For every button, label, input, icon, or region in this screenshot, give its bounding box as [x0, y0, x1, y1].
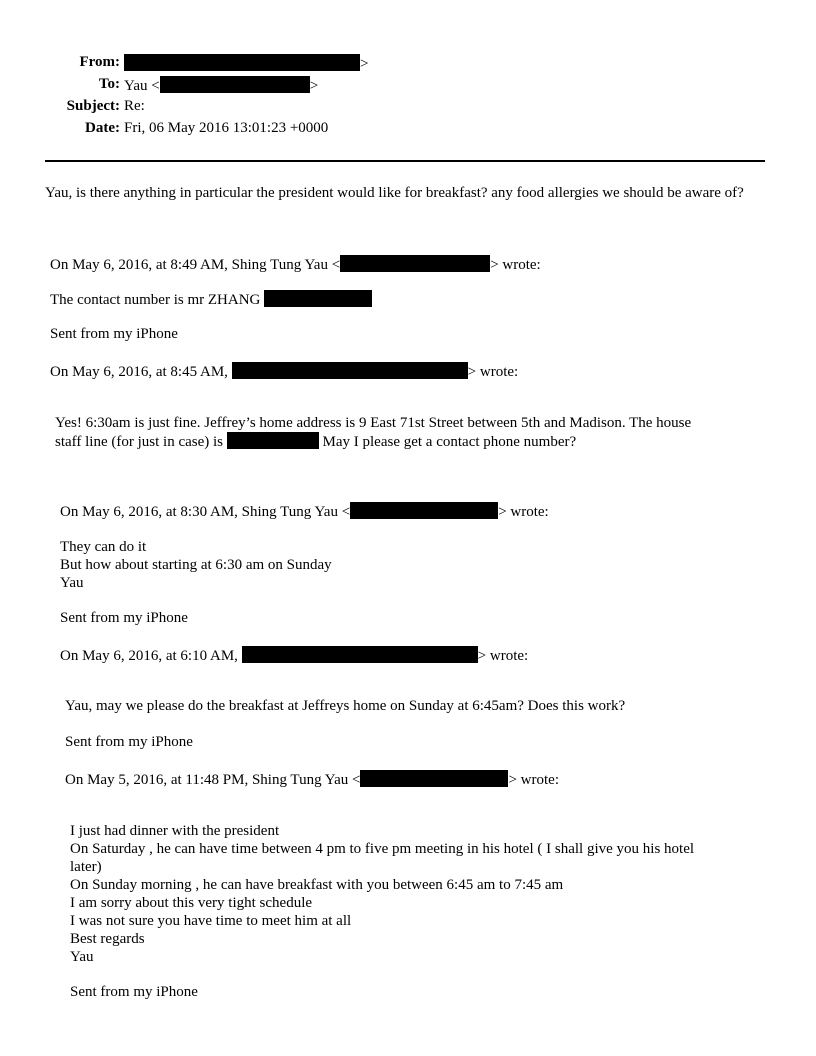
quote-attribution [60, 646, 528, 665]
message-line: Yau [60, 575, 84, 591]
sent-from-signature: Sent from my iPhone [60, 610, 188, 626]
redaction-box [124, 54, 360, 71]
sent-from-signature: Sent from my iPhone [50, 326, 178, 342]
quoted-message: Yau, may we please do the breakfast at Jeffreys home on Sunday at 6:45am? Does this work? [65, 698, 626, 714]
redaction-box [242, 646, 478, 663]
subject-value: Re: [124, 98, 145, 114]
message-line: On Sunday morning , he can have breakfast with you between 6:45 am to 7:45 am [70, 877, 564, 893]
message-text: May I please get a contact phone number? [318, 434, 577, 450]
sent-from-signature: Sent from my iPhone [70, 984, 198, 1000]
from-value [124, 54, 368, 73]
message-line: They can do it [60, 539, 147, 555]
redaction-box [264, 290, 372, 307]
quote-attribution [50, 362, 518, 381]
attribution-suffix: > wrote: [467, 364, 519, 380]
quote-attribution [60, 502, 549, 521]
to-suffix: > [309, 78, 319, 94]
from-label: From: [79, 54, 120, 70]
redaction-box [227, 432, 319, 449]
header-divider [45, 160, 765, 162]
message-line: I was not sure you have time to meet him at all [70, 913, 352, 929]
to-value [124, 76, 318, 95]
attribution-text: On May 6, 2016, at 8:49 AM, Shing Tung Yau < [50, 257, 341, 273]
contact-text: The contact number is mr ZHANG [50, 292, 261, 308]
contact-line [50, 290, 372, 309]
message-intro: Yau, is there anything in particular the president would like for breakfast? any food allergies we should be aware of? [45, 185, 744, 201]
redaction-box [232, 362, 468, 379]
message-line: I am sorry about this very tight schedule [70, 895, 313, 911]
date-label: Date: [85, 120, 120, 136]
date-value: Fri, 06 May 2016 13:01:23 +0000 [124, 120, 329, 136]
redaction-box [350, 502, 498, 519]
message-line: I just had dinner with the president [70, 823, 280, 839]
quote-attribution [50, 255, 541, 274]
attribution-suffix: > wrote: [490, 257, 541, 273]
quote-attribution [65, 770, 559, 789]
message-line [55, 432, 691, 451]
attribution-text: On May 5, 2016, at 11:48 PM, Shing Tung Yau < [65, 772, 361, 788]
attribution-suffix: > wrote: [498, 504, 549, 520]
message-line: But how about starting at 6:30 am on Sunday [60, 557, 332, 573]
redaction-box [360, 770, 508, 787]
to-name: Yau < [124, 78, 160, 94]
message-line: On Saturday , he can have time between 4 pm to five pm meeting in his hotel ( I shall give you his hotel [70, 841, 695, 857]
attribution-suffix: > wrote: [508, 772, 559, 788]
subject-label: Subject: [66, 98, 120, 114]
quoted-message [60, 538, 332, 592]
message-text: staff line (for just in case) is [55, 434, 224, 450]
attribution-text: On May 6, 2016, at 6:10 AM, [60, 648, 238, 664]
quoted-message [55, 414, 691, 451]
quoted-message [70, 822, 694, 966]
message-line: Yau [70, 949, 94, 965]
message-line: Best regards [70, 931, 145, 947]
redaction-box [160, 76, 310, 93]
redaction-box [340, 255, 490, 272]
sent-from-signature: Sent from my iPhone [65, 734, 193, 750]
attribution-suffix: > wrote: [477, 648, 529, 664]
attribution-text: On May 6, 2016, at 8:45 AM, [50, 364, 228, 380]
from-suffix: > [360, 56, 369, 72]
message-line: later) [70, 859, 102, 875]
to-label: To: [98, 76, 120, 92]
attribution-text: On May 6, 2016, at 8:30 AM, Shing Tung Yau < [60, 504, 351, 520]
message-line: Yes! 6:30am is just fine. Jeffrey’s home address is 9 East 71st Street between 5th and Madison. The house [55, 415, 692, 431]
